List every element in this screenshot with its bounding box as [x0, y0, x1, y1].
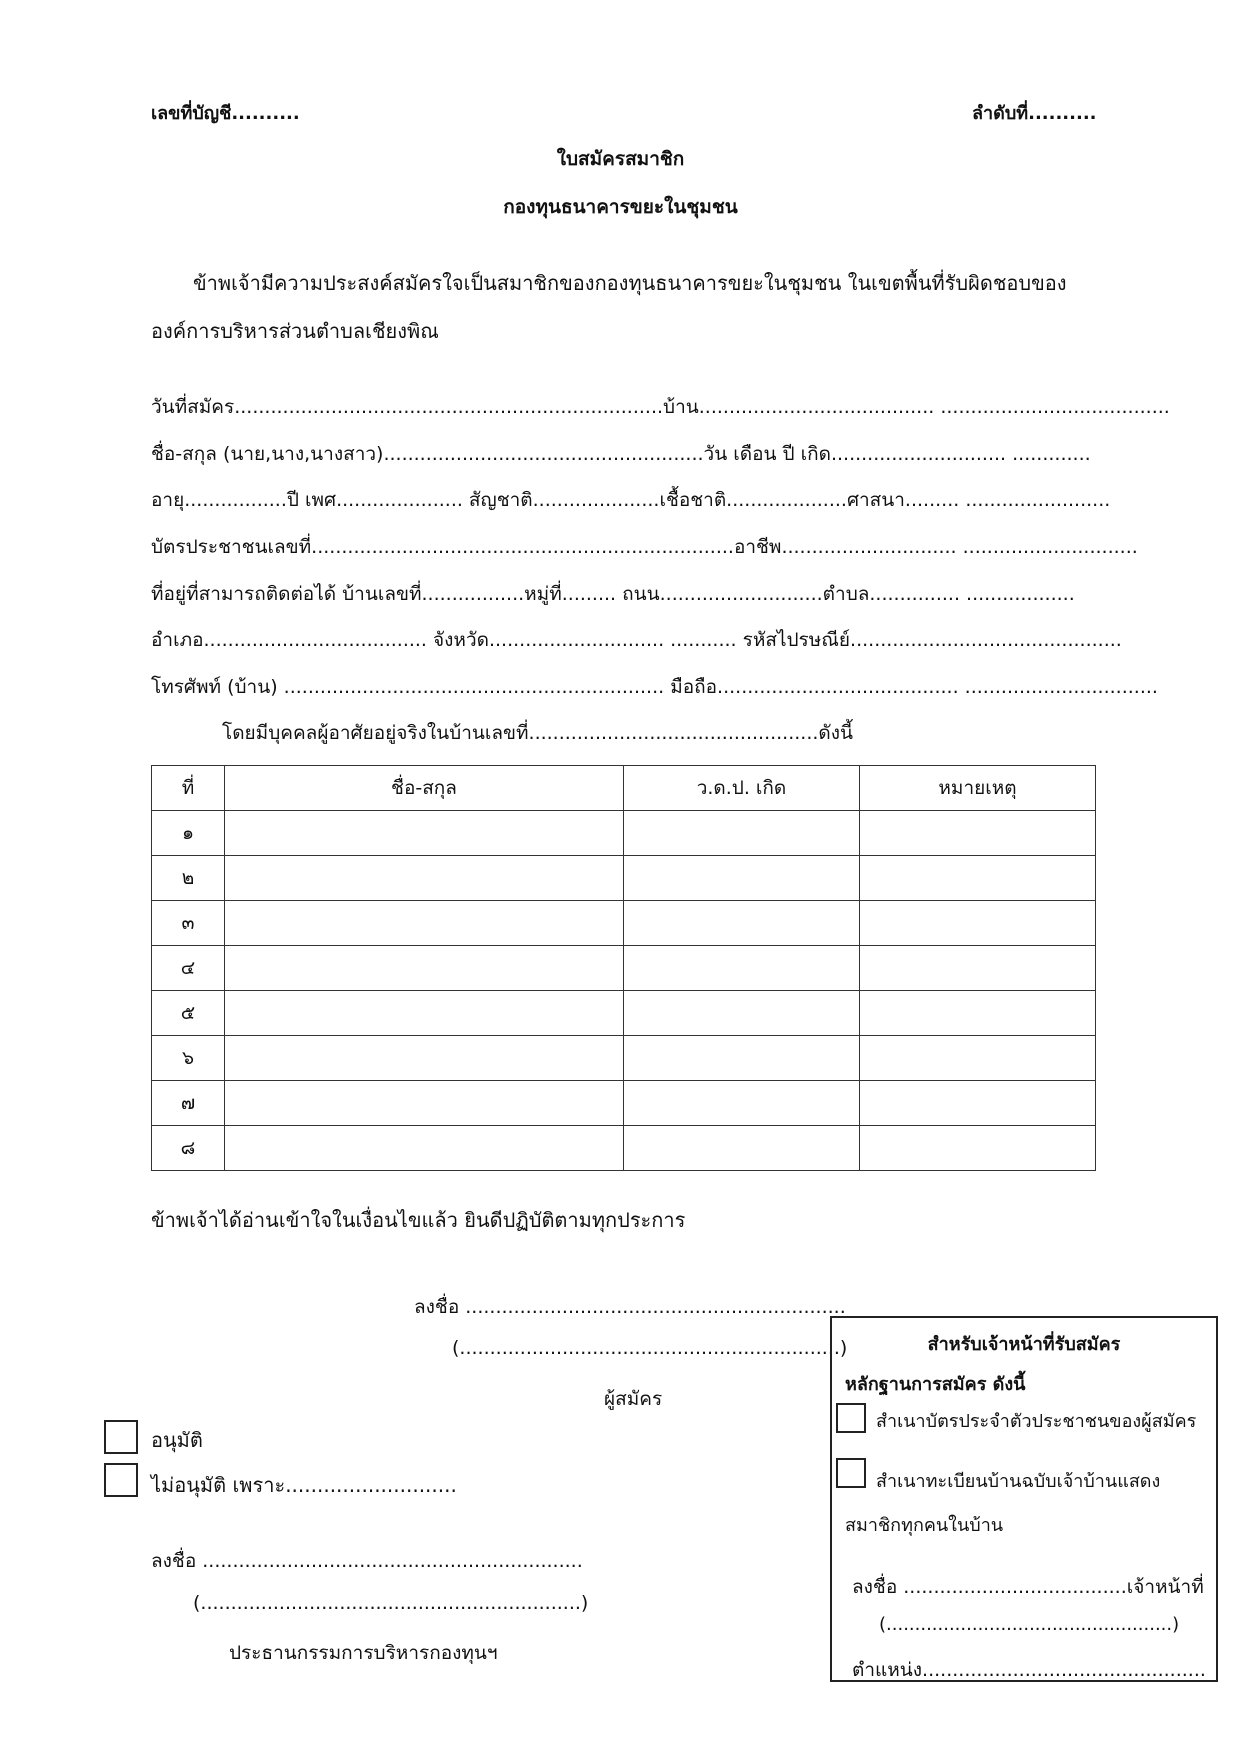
field-age-sex-nationality[interactable]: อายุ.................ปี เพศ..................... สัญชาติ.....................เชื้อชาติ....................ศาสนา......... ........................ [151, 489, 1111, 511]
table-row [152, 1126, 1096, 1171]
evidence-house-registration-checkbox[interactable] [836, 1458, 866, 1488]
officer-signature-line[interactable]: ลงชื่อ .....................................เจ้าหน้าที่ [852, 1576, 1204, 1598]
residents-intro[interactable]: โดยมีบุคคลผู้อาศัยอยู่จริงในบ้านเลขที่................................................ดังนี้ [222, 722, 854, 744]
cell-remarks[interactable] [860, 1036, 1096, 1081]
cell-name[interactable] [225, 811, 624, 856]
cell-name[interactable] [225, 1126, 624, 1171]
table-header-row [152, 766, 1096, 811]
cell-name[interactable] [225, 1036, 624, 1081]
account-number: เลขที่บัญชี.......... [151, 103, 300, 124]
applicant-name-line[interactable]: (...............................................................) [452, 1337, 848, 1359]
table-row [152, 946, 1096, 991]
table-row [152, 856, 1096, 901]
chairman-name-line[interactable]: (...............................................................) [193, 1592, 589, 1614]
cell-remarks[interactable] [860, 1126, 1096, 1171]
chairman-role: ประธานกรรมการบริหารกองทุนฯ [229, 1642, 498, 1664]
table-row [152, 991, 1096, 1036]
row-number: ๗ [152, 1081, 225, 1126]
cell-birthdate[interactable] [624, 1081, 860, 1126]
field-full-name[interactable]: ชื่อ-สกุล (นาย,นาง,นางสาว).....................................................วัน เดือน ปี เกิด............................. ............. [151, 443, 1091, 465]
evidence-id-card-label: สำเนาบัตรประจำตัวประชาชนของผู้สมัคร [876, 1411, 1197, 1432]
field-phone[interactable]: โทรศัพท์ (บ้าน) ............................................................... มือถือ........................................ ................................ [151, 676, 1158, 698]
intro-line-2: องค์การบริหารส่วนตำบลเชียงพิณ [151, 319, 439, 343]
applicant-signature-line[interactable]: ลงชื่อ ............................................................... [414, 1296, 846, 1318]
header-name: ชื่อ-สกุล [225, 766, 624, 811]
evidence-house-registration-label: สำเนาทะเบียนบ้านฉบับเจ้าบ้านแสดง [876, 1471, 1161, 1492]
agreement-text: ข้าพเจ้าได้อ่านเข้าใจในเงื่อนไขแล้ว ยินดีปฏิบัติตามทุกประการ [151, 1208, 686, 1232]
evidence-house-registration-label-cont: สมาชิกทุกคนในบ้าน [845, 1515, 1004, 1536]
cell-remarks[interactable] [860, 946, 1096, 991]
cell-name[interactable] [225, 901, 624, 946]
cell-birthdate[interactable] [624, 991, 860, 1036]
cell-remarks[interactable] [860, 856, 1096, 901]
cell-name[interactable] [225, 1081, 624, 1126]
cell-name[interactable] [225, 856, 624, 901]
form-title: ใบสมัครสมาชิก [556, 148, 685, 170]
table-row [152, 901, 1096, 946]
table-row [152, 1036, 1096, 1081]
chairman-signature-line[interactable]: ลงชื่อ ............................................................... [151, 1550, 583, 1572]
cell-name[interactable] [225, 946, 624, 991]
cell-birthdate[interactable] [624, 856, 860, 901]
row-number: ๓ [152, 901, 225, 946]
header-birthdate: ว.ด.ป. เกิด [624, 766, 860, 811]
officer-section-title: สำหรับเจ้าหน้าที่รับสมัคร [927, 1334, 1121, 1355]
officer-position-line[interactable]: ตำแหน่ง............................................... [852, 1659, 1206, 1681]
field-application-date[interactable]: วันที่สมัคร.......................................................................บ้าน....................................... ...................................... [151, 396, 1170, 418]
form-subtitle: กองทุนธนาคารขยะในชุมชน [503, 196, 738, 218]
cell-birthdate[interactable] [624, 1126, 860, 1171]
header-number: ที่ [152, 766, 225, 811]
table-row [152, 1081, 1096, 1126]
row-number: ๔ [152, 946, 225, 991]
evidence-id-card-checkbox[interactable] [836, 1403, 866, 1433]
reject-checkbox[interactable] [104, 1463, 138, 1497]
row-number: ๑ [152, 811, 225, 856]
field-district-province[interactable]: อำเภอ..................................... จังหวัด............................. ........... รหัสไปรษณีย์............................................. [151, 629, 1122, 651]
table-row [152, 811, 1096, 856]
cell-remarks[interactable] [860, 991, 1096, 1036]
cell-birthdate[interactable] [624, 946, 860, 991]
cell-birthdate[interactable] [624, 901, 860, 946]
row-number: ๕ [152, 991, 225, 1036]
applicant-role: ผู้สมัคร [604, 1388, 663, 1410]
row-number: ๘ [152, 1126, 225, 1171]
intro-line-1: ข้าพเจ้ามีความประสงค์สมัครใจเป็นสมาชิกของกองทุนธนาคารขยะในชุมชน ในเขตพื้นที่รับผิดชอบของ [193, 271, 1067, 295]
cell-remarks[interactable] [860, 901, 1096, 946]
field-id-card-occupation[interactable]: บัตรประชาชนเลขที่......................................................................อาชีพ............................. ............................. [151, 536, 1138, 558]
sequence-number: ลำดับที่.......... [972, 103, 1097, 124]
reject-label[interactable]: ไม่อนุมัติ เพราะ........................... [151, 1473, 457, 1497]
cell-name[interactable] [225, 991, 624, 1036]
evidence-heading: หลักฐานการสมัคร ดังนี้ [845, 1374, 1026, 1395]
approve-label: อนุมัติ [151, 1428, 203, 1452]
officer-name-line[interactable]: (..................................................) [879, 1614, 1180, 1635]
residents-table [151, 765, 1096, 1171]
field-address[interactable]: ที่อยู่ที่สามารถติดต่อได้ บ้านเลขที่.................หมู่ที่......... ถนน...........................ตำบล............... .................. [151, 583, 1075, 605]
header-remarks: หมายเหตุ [860, 766, 1096, 811]
row-number: ๖ [152, 1036, 225, 1081]
cell-birthdate[interactable] [624, 811, 860, 856]
approve-checkbox[interactable] [104, 1420, 138, 1454]
cell-remarks[interactable] [860, 1081, 1096, 1126]
cell-remarks[interactable] [860, 811, 1096, 856]
cell-birthdate[interactable] [624, 1036, 860, 1081]
row-number: ๒ [152, 856, 225, 901]
